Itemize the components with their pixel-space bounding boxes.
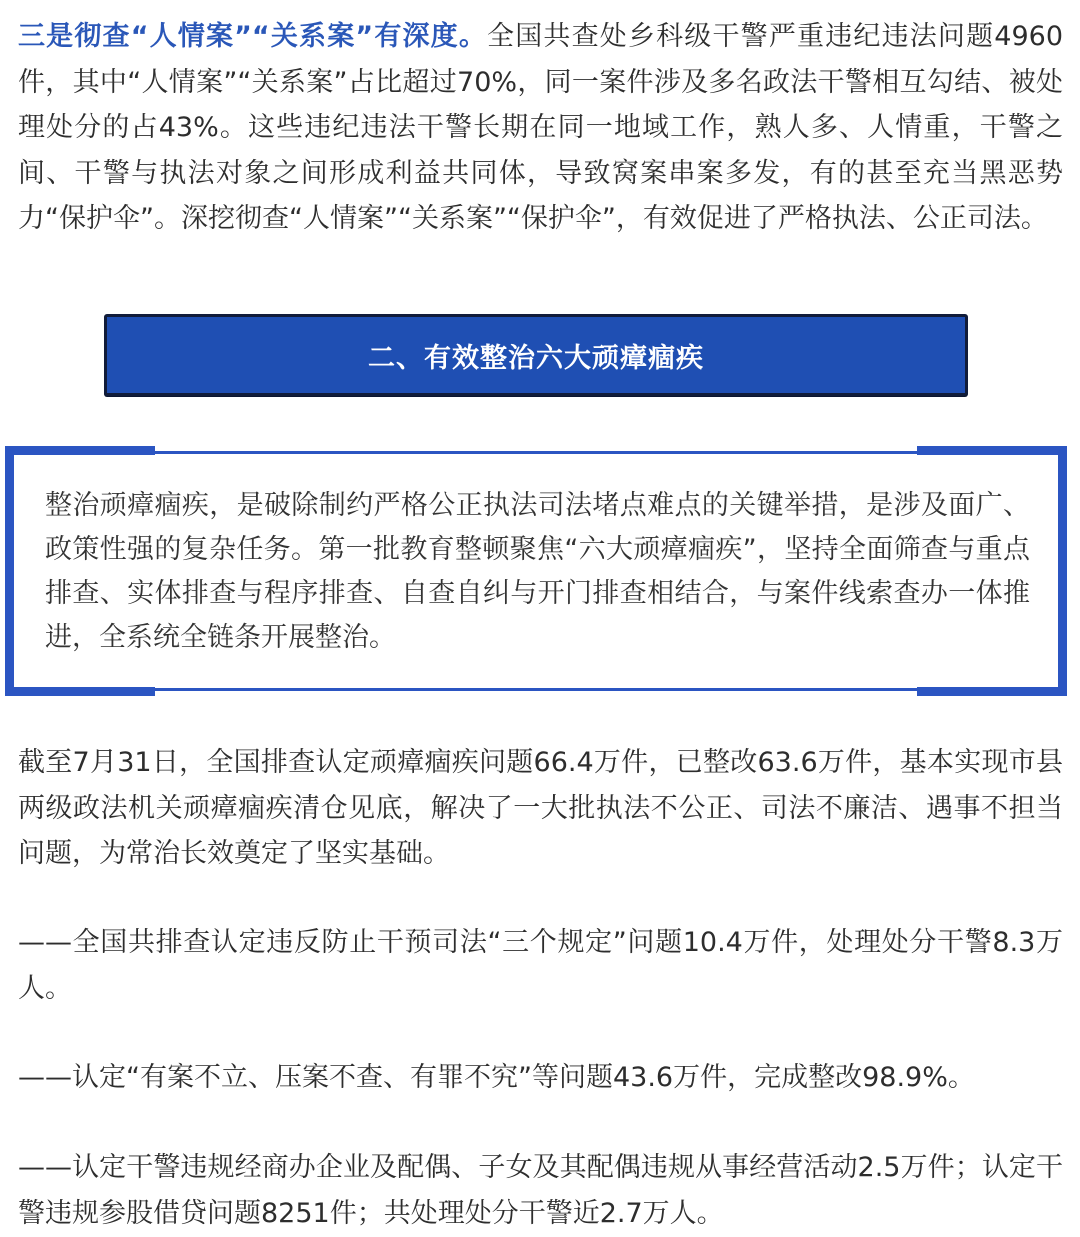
intro-lead: 三是彻查“人情案”“关系案”有深度。 [18, 21, 488, 52]
callout-box [5, 446, 1067, 696]
body-paragraph-business: ——认定干警违规经商办企业及配偶、子女及其配偶违规从事经营活动2.5万件；认定干警违规参股借贷问题8251件；共处理处分干警近2.7万人。 [18, 1152, 1063, 1229]
body-paragraph-cases: ——认定“有案不立、压案不查、有罪不究”等问题43.6万件，完成整改98.9%。 [18, 1062, 975, 1093]
intro-body: 全国共查处乡科级干警严重违纪违法问题4960件，其中“人情案”“关系案”占比超过70%，同一案件涉及多名政法干警相互勾结、被处理处分的占43%。这些违纪违法干警长期在同一地域工作，熟人多、人情重，干警之间、干警与执法对象之间形成利益共同体，导致窝案串案多发，有的甚至充当黑恶势力“保护伞”。深挖彻查“人情案”“关系案”“保护伞”，有效促进了严格执法、公正司法。 [18, 21, 1063, 234]
body-paragraph-stats: 截至7月31日，全国排查认定顽瘴痼疾问题66.4万件，已整改63.6万件，基本实现市县两级政法机关顽瘴痼疾清仓见底，解决了一大批执法不公正、司法不廉洁、遇事不担当问题，为常治长效奠定了坚实基础。 [18, 747, 1063, 869]
callout-corner-top-left [5, 446, 155, 455]
callout-left-bar [5, 446, 14, 696]
callout-corner-bottom-left [5, 687, 155, 696]
body-paragraph-interference: ——全国共排查认定违反防止干预司法“三个规定”问题10.4万件，处理处分干警8.3万人。 [18, 927, 1063, 1004]
section-heading-banner [104, 314, 968, 396]
section-title: 二、有效整治六大顽瘴痼疾 [368, 342, 704, 374]
callout-corner-bottom-right [917, 687, 1067, 696]
callout-right-bar [1058, 446, 1067, 696]
callout-text: 整治顽瘴痼疾，是破除制约严格公正执法司法堵点难点的关键举措，是涉及面广、政策性强的复杂任务。第一批教育整顿聚焦“六大顽瘴痼疾”，坚持全面筛查与重点排查、实体排查与程序排查、自查自纠与开门排查相结合，与案件线索查办一体推进，全系统全链条开展整治。 [45, 490, 1030, 653]
callout-corner-top-right [917, 446, 1067, 455]
intro-paragraph [18, 14, 1063, 242]
